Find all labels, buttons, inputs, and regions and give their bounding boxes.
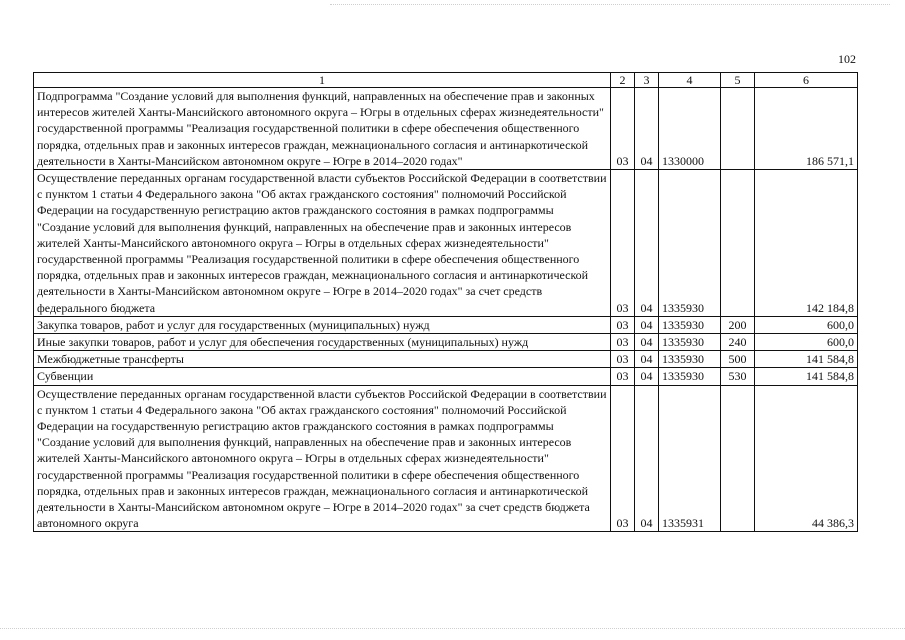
row-target-article: 1335930 — [659, 351, 721, 368]
header-cell: 6 — [755, 73, 858, 88]
row-amount: 142 184,8 — [755, 170, 858, 317]
row-expense-type — [721, 170, 755, 317]
table-row — [34, 334, 858, 351]
row-target-article: 1335930 — [659, 334, 721, 351]
row-section: 03 — [611, 334, 635, 351]
row-target-article: 1335930 — [659, 368, 721, 385]
row-description: Осуществление переданных органам государственной власти субъектов Российской Федерации в соответствии с пунктом 1 статьи 4 Федерального закона "Об актах гражданского состояния" полномочий Российской Федерации на государственную регистрацию актов гражданского состояния в рамках подпрограммы "Создание условий для выполнения функций, направленных на обеспечение прав и законных интересов жителей Ханты-Мансийского автономного округа – Югры в отдельных сферах жизнедеятельности" государственной программы "Реализация государственной политики в сфере обеспечения общественного порядка, отдельных прав и законных интересов граждан, межнационального согласия и антинаркотической деятельности в Ханты-Мансийском автономном округе – Югре в 2014–2020 годах" за счет средств федерального бюджета — [34, 170, 611, 317]
header-cell: 1 — [34, 73, 611, 88]
row-subsection: 04 — [635, 316, 659, 333]
table-row — [34, 351, 858, 368]
scan-artifact-top — [330, 4, 890, 8]
row-description: Субвенции — [34, 368, 611, 385]
row-amount: 44 386,3 — [755, 385, 858, 532]
row-description: Подпрограмма "Создание условий для выполнения функций, направленных на обеспечение прав и законных интересов жителей Ханты-Мансийского автономного округа – Югры в отдельных сферах жизнедеятельности" государственной программы "Реализация государственной политики в сфере обеспечения общественного порядка, отдельных прав и законных интересов граждан, межнационального согласия и антинаркотической деятельности в Ханты-Мансийском автономном округе – Югре в 2014–2020 годах" — [34, 88, 611, 170]
row-expense-type: 530 — [721, 368, 755, 385]
table-row — [34, 385, 858, 532]
row-section: 03 — [611, 88, 635, 170]
row-description: Иные закупки товаров, работ и услуг для обеспечения государственных (муниципальных) нужд — [34, 334, 611, 351]
row-section: 03 — [611, 385, 635, 532]
table-row — [34, 316, 858, 333]
budget-table — [33, 72, 858, 532]
row-target-article: 1335931 — [659, 385, 721, 532]
row-subsection: 04 — [635, 170, 659, 317]
row-expense-type — [721, 385, 755, 532]
header-cell: 3 — [635, 73, 659, 88]
row-target-article: 1335930 — [659, 170, 721, 317]
row-section: 03 — [611, 170, 635, 317]
table-row — [34, 368, 858, 385]
row-expense-type — [721, 88, 755, 170]
table-row — [34, 170, 858, 317]
row-description: Межбюджетные трансферты — [34, 351, 611, 368]
row-amount: 141 584,8 — [755, 351, 858, 368]
header-cell: 2 — [611, 73, 635, 88]
header-cell: 4 — [659, 73, 721, 88]
row-section: 03 — [611, 368, 635, 385]
row-amount: 186 571,1 — [755, 88, 858, 170]
table-row — [34, 88, 858, 170]
row-amount: 600,0 — [755, 334, 858, 351]
row-subsection: 04 — [635, 88, 659, 170]
row-amount: 600,0 — [755, 316, 858, 333]
row-subsection: 04 — [635, 385, 659, 532]
row-description: Закупка товаров, работ и услуг для государственных (муниципальных) нужд — [34, 316, 611, 333]
row-target-article: 1335930 — [659, 316, 721, 333]
row-amount: 141 584,8 — [755, 368, 858, 385]
row-subsection: 04 — [635, 351, 659, 368]
header-cell: 5 — [721, 73, 755, 88]
row-description: Осуществление переданных органам государственной власти субъектов Российской Федерации в соответствии с пунктом 1 статьи 4 Федерального закона "Об актах гражданского состояния" полномочий Российской Федерации на государственную регистрацию актов гражданского состояния в рамках подпрограммы "Создание условий для выполнения функций, направленных на обеспечение прав и законных интересов жителей Ханты-Мансийского автономного округа – Югры в отдельных сферах жизнедеятельности" государственной программы "Реализация государственной политики в сфере обеспечения общественного порядка, отдельных прав и законных интересов граждан, межнационального согласия и антинаркотической деятельности в Ханты-Мансийском автономном округе – Югре в 2014–2020 годах" за счет средств бюджета автономного округа — [34, 385, 611, 532]
row-section: 03 — [611, 316, 635, 333]
row-section: 03 — [611, 351, 635, 368]
row-expense-type: 240 — [721, 334, 755, 351]
header-row — [34, 73, 858, 88]
row-expense-type: 200 — [721, 316, 755, 333]
row-subsection: 04 — [635, 334, 659, 351]
page-number: 102 — [838, 52, 856, 66]
row-target-article: 1330000 — [659, 88, 721, 170]
row-subsection: 04 — [635, 368, 659, 385]
row-expense-type: 500 — [721, 351, 755, 368]
scan-artifact-bottom — [0, 628, 905, 632]
